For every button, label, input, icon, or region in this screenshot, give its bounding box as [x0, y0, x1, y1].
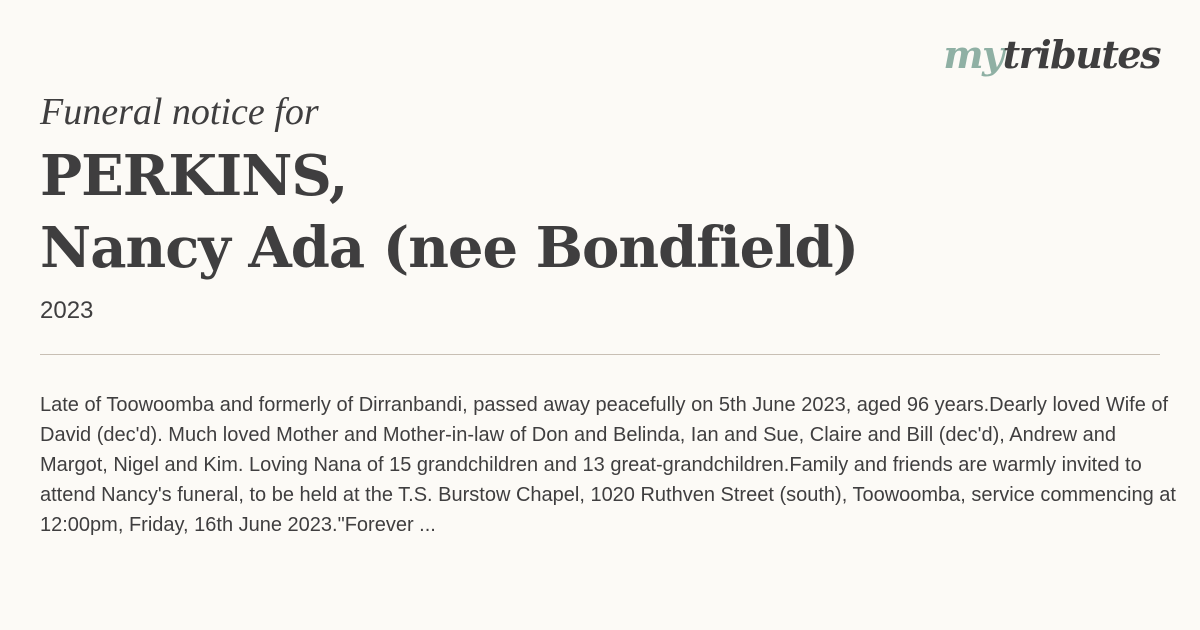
notice-body: Late of Toowoomba and formerly of Dirranbandi, passed away peacefully on 5th June 2023, aged 96 years.Dearly loved Wife of David (dec'd). Much loved Mother and Mother-in-law of Don and Belinda, Ian and Sue, Claire and Bill (dec'd), Andrew and Margot, Nigel and Kim. Loving Nana of 15 grandchildren and 13 great-grandchildren.Family and friends are warmly invited to attend Nancy's funeral, to be held at the T.S. Burstow Chapel, 1020 Ruthven Street (south), Toowoomba, service commencing at 12:00pm, Friday, 16th June 2023."Forever ...: [40, 394, 1176, 536]
logo-tributes: tributes: [1002, 32, 1160, 77]
deceased-surname: PERKINS,: [40, 143, 348, 209]
deceased-given-names: Nancy Ada (nee Bondfield): [40, 215, 859, 281]
notice-header: [40, 88, 1160, 326]
logo-my: my: [943, 32, 1003, 77]
divider: [40, 354, 1160, 355]
notice-heading: Funeral notice for: [40, 91, 319, 133]
mytributes-logo: [943, 32, 1160, 77]
notice-year: 2023: [40, 297, 94, 324]
deceased-name: [40, 140, 1160, 284]
